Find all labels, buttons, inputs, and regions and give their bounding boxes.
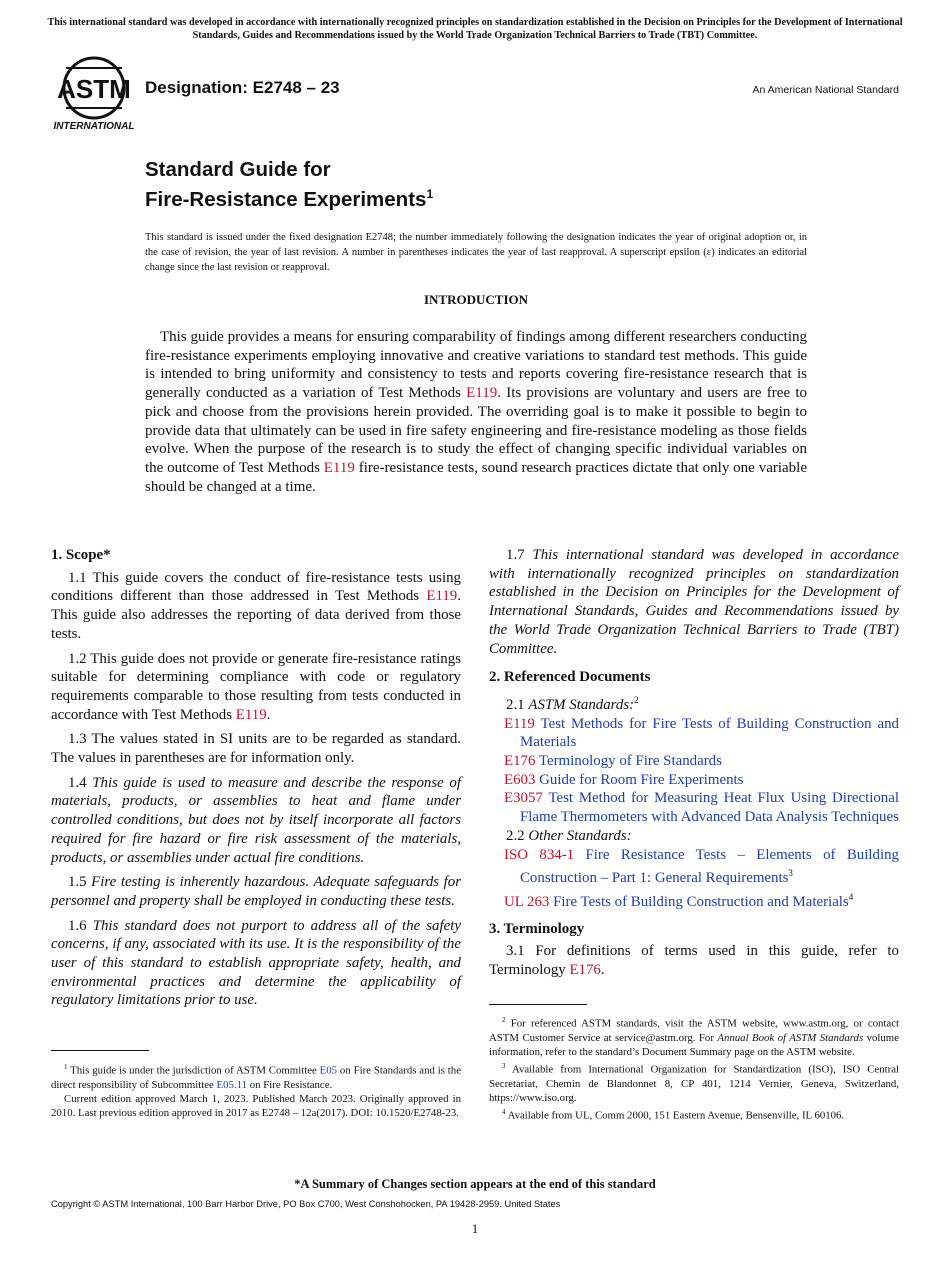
ref-e3057[interactable]: E3057 Test Method for Measuring Heat Flux Using Directional Flame Thermometers with Advanced Data Analysis Techniques [504, 790, 899, 826]
title-line-2: Fire-Resistance Experiments [145, 187, 427, 211]
footnote-1: $^1$ This guide is under the jurisdiction of ASTM Committee E05 on Fire Standards and is the direct responsibility of Subcommittee E05.11 on Fire Resistance. [51, 1063, 461, 1091]
designation: Designation: E2748 – 23 [145, 78, 340, 97]
astm-logo [52, 54, 136, 132]
footnotes-right [489, 1004, 899, 1123]
title-footnote-mark[interactable]: 1 [426, 187, 434, 201]
page-number: 1 [471, 1221, 479, 1236]
ref-e176[interactable]: E176 Terminology of Fire Standards [504, 753, 722, 769]
scope-heading: 1. Scope* [51, 547, 111, 563]
document-title [145, 158, 433, 212]
footnote-rule [489, 1004, 587, 1005]
footnote-rule [51, 1050, 149, 1051]
link-e05-11[interactable]: E05.11 [216, 1078, 248, 1091]
american-national-standard: An American National Standard [752, 84, 899, 96]
summary-of-changes-note: *A Summary of Changes section appears at the end of this standard [294, 1177, 656, 1191]
footnote-2: $^2$ For referenced ASTM standards, visit the ASTM website, www.astm.org, or contact ASTM Customer Service at service@astm.org. For Annual Book of ASTM Standards volume information, refer to the standard’s Document Summary page on the ASTM website. [489, 1016, 899, 1058]
ref-iso-834-1[interactable]: ISO 834-1 Fire Resistance Tests – Elements of Building Construction – Part 1: General Requirements$^3$ [504, 846, 899, 887]
footnote-edition: Current edition approved March 1, 2023. Published March 2023. Originally approved in 2010. Last previous edition approved in 2017 as E2748 – 12a(2017). DOI: 10.1520/E2748-23. [51, 1093, 461, 1120]
referenced-documents-heading: 2. Referenced Documents [489, 669, 651, 686]
para-1-7: 1.7 This international standard was developed in accordance with internationally recognized principles on standardization established in the Decision on Principles for the Development of International Standards, Guides and Recommendations issued by the World Trade Organization Technical Barriers to Trade (TBT) Committee. [489, 547, 899, 657]
issued-note: This standard is issued under the fixed designation E2748; the number immediately following the designation indicates the year of original adoption or, in the case of revision, the year of last revision. A number in parentheses indicates the year of last reapproval. A superscript epsilon (ε) indicates an editorial change since the last revision or reapproval. [145, 232, 807, 273]
link-e119[interactable]: E119 [426, 588, 458, 605]
para-1-1: 1.1 This guide covers the conduct of fire-resistance tests using conditions different than those addressed in Test Methods E119. This guide also addresses the reporting of data derived from those tests. [51, 569, 461, 642]
terminology-heading: 3. Terminology [489, 920, 585, 937]
link-e119[interactable]: E119 [466, 385, 498, 402]
link-e119[interactable]: E119 [323, 459, 355, 476]
para-1-5: 1.5 Fire testing is inherently hazardous. Adequate safeguards for personnel and property shall be employed in conducting these tests. [51, 874, 461, 909]
tbt-notice: This international standard was developed in accordance with internationally recognized principles on standardization established in the Decision on Principles for the Development of International Standards, Guides and Recommendations issued by the World Trade Organization Technical Barriers to Trade (TBT) Committee. [47, 17, 903, 41]
astm-standards-subheading: 2.1 ASTM Standards:$^2$ [506, 694, 639, 713]
copyright: Copyright © ASTM International, 100 Barr Harbor Drive, PO Box C700, West Conshohocken, PA 19428-2959. United States [51, 1199, 561, 1209]
right-column [489, 546, 899, 986]
footnote-3: $^3$ Available from International Organization for Standardization (ISO), ISO Central Secretariat, Chemin de Blandonnet 8, CP 401, 1214 Vernier, Geneva, Switzerland, https://www.iso.org. [489, 1062, 899, 1105]
link-e05[interactable]: E05 [319, 1064, 338, 1077]
svg-text:ASTM: ASTM [57, 74, 131, 104]
para-1-2: 1.2 This guide does not provide or generate fire-resistance ratings suitable for determining compliance with code or regulatory requirements comparable to those resulting from tests conducted in accordance with Test Methods E119. [51, 650, 461, 723]
logo-word: INTERNATIONAL [53, 121, 135, 132]
footnote-4: $^4$ Available from UL, Comm 2000, 151 Eastern Avenue, Bensenville, IL 60106. [502, 1108, 845, 1122]
para-3-1: 3.1 For definitions of terms used in this guide, refer to Terminology E176. [489, 943, 899, 978]
other-standards-subheading: 2.2 Other Standards: [506, 827, 632, 844]
left-column [51, 546, 461, 1016]
title-line-1: Standard Guide for [145, 158, 331, 181]
introduction-heading: INTRODUCTION [423, 292, 528, 307]
para-1-4: 1.4 This guide is used to measure and describe the response of materials, products, or assemblies to heat and flame under controlled conditions, but does not by itself incorporate all factors required for fire hazard or fire risk assessment of the materials, products, or assemblies under actual fire conditions. [51, 774, 461, 866]
ref-ul-263[interactable]: UL 263 Fire Tests of Building Construction and Materials$^4$ [504, 891, 854, 910]
footnotes-left [51, 1050, 461, 1120]
link-e176[interactable]: E176 [569, 961, 601, 978]
para-1-6: 1.6 This standard does not purport to address all of the safety concerns, if any, associated with its use. It is the responsibility of the user of this standard to establish appropriate safety, health, and environmental practices and determine the applicability of regulatory limitations prior to use. [51, 917, 461, 1009]
introduction-text: This guide provides a means for ensuring comparability of findings among different researchers conducting fire-resistance experiments employing innovative and creative variations to standard test methods. This guide is intended to bring uniformity and consistency to tests and reports covering fire-resistance research that is generally conducted as a variation of Test Methods E119. Its provisions are voluntary and users are free to pick and choose from the provisions herein provided. The overriding goal is to make it possible to begin to provide data that ultimately can be used in fire safety engineering and fire-resistance modeling as those fields evolve. When the purpose of the research is to study the effect of changing specific individual variables on the outcome of Test Methods E119 fire-resistance tests, sound research practices dictate that only one variable should be changed at a time. [145, 329, 807, 495]
link-e119[interactable]: E119 [235, 706, 267, 723]
ref-e119[interactable]: E119 Test Methods for Fire Tests of Building Construction and Materials [504, 715, 899, 751]
para-1-3: 1.3 The values stated in SI units are to be regarded as standard. The values in parentheses are for information only. [51, 731, 461, 767]
ref-e603[interactable]: E603 Guide for Room Fire Experiments [504, 771, 744, 788]
